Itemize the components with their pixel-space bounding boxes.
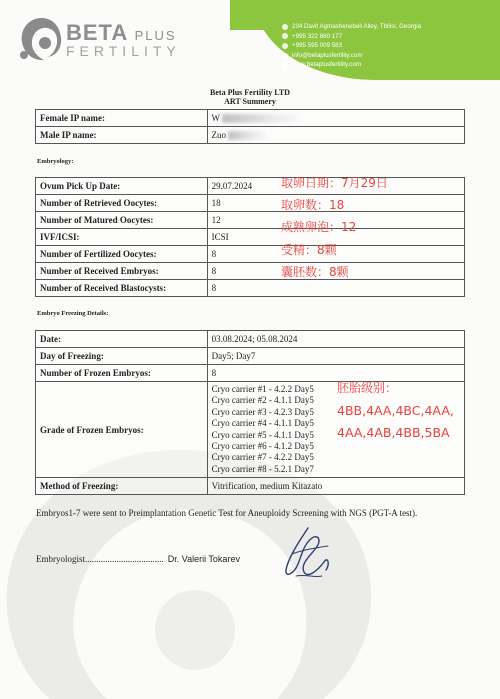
row-label: Number of Received Embryos: [36, 263, 208, 280]
list-item: Cryo carrier #4 - 4.1.1 Day5 [211, 418, 314, 429]
brand-plus: PLUS [134, 28, 177, 43]
website[interactable]: www.betaplusfertility.com [292, 61, 362, 69]
table-row [36, 280, 465, 297]
row-label: Ovum Pick Up Date: [36, 178, 208, 195]
date-label: Date: [36, 331, 208, 348]
row-label: Number of Fertilized Oocytes: [36, 246, 208, 263]
row-value: 18 [207, 195, 464, 212]
day-value: Day5; Day7 [207, 348, 464, 365]
male-name-value: Zuo [207, 127, 464, 144]
row-value: ICSI [207, 229, 464, 246]
table-row [36, 348, 465, 365]
annotation-embryos: 囊胚数：8颗 [281, 265, 349, 279]
table-row [36, 110, 465, 127]
email-icon [282, 53, 288, 59]
frozen-label: Number of Frozen Embryos: [36, 365, 208, 382]
pgt-note: Embryos1-7 were sent to Preimplantation Genetic Test for Aneuploidy Screening with NGS (PGT-A test). [36, 508, 418, 518]
phone-icon [282, 43, 288, 49]
address: 234 Davit Agmashenebeli Alley, Tbilisi, Georgia [292, 23, 422, 30]
document-subtitle: ART Summery [224, 97, 276, 106]
table-row [36, 263, 465, 280]
row-value: 8 [207, 246, 464, 263]
list-item: Cryo carrier #1 - 4.2.2 Day5 [211, 384, 314, 394]
redacted-blur [222, 114, 302, 123]
contact-block [282, 22, 421, 70]
annotation-matured: 成熟卵泡：12 [281, 220, 357, 234]
grade-label: Grade of Frozen Embryos: [36, 382, 208, 478]
row-label: Number of Matured Oocytes: [36, 212, 208, 229]
row-value: 8 [207, 263, 464, 280]
signature-dots: ................................... [85, 554, 164, 564]
method-value: Vitrification, medium Kitazato [207, 478, 464, 495]
frozen-value: 8 [207, 365, 464, 382]
list-item: Cryo carrier #3 - 4.2.3 Day5 [211, 406, 314, 417]
row-value: 29.07.2024 [207, 178, 464, 195]
row-label: Number of Received Blastocysts: [36, 280, 208, 297]
redacted-blur [228, 131, 268, 140]
annotation-opu-date: 取卵日期：7月29日 [281, 176, 388, 190]
table-row [36, 246, 465, 263]
table-row [36, 478, 465, 495]
email[interactable]: info@betaplusfertility.com [292, 51, 363, 59]
table-row [36, 195, 465, 212]
signature-label: Embryologist [36, 554, 85, 564]
list-item: Cryo carrier #5 - 4.1.1 Day5 [211, 429, 314, 440]
annotation-grade-line-2: 4AA,4AB,4BB,5BA [337, 425, 450, 440]
annotation-retrieved: 取卵数：18 [281, 198, 345, 212]
phone-icon [282, 33, 288, 39]
embryology-table [35, 177, 465, 297]
table-row [36, 127, 465, 144]
list-item: Cryo carrier #6 - 4.1.2 Day5 [211, 441, 314, 452]
table-row [36, 365, 465, 382]
list-item: Cryo carrier #2 - 4.1.1 Day5 [211, 395, 314, 406]
row-label: IVF/ICSI: [36, 229, 208, 246]
table-row [36, 178, 465, 195]
document-title: Beta Plus Fertility LTD [210, 88, 290, 97]
patient-table [35, 109, 465, 144]
beta-plus-logo-icon [16, 14, 62, 64]
embryologist-name: Dr. Valerii Tokarev [167, 554, 240, 564]
signature-line [36, 554, 240, 564]
list-item: Cryo carrier #8 - 5.2.1 Day7 [211, 463, 314, 474]
table-row [36, 229, 465, 246]
day-label: Day of Freezing: [36, 348, 208, 365]
annotation-grade-title: 胚胎级别： [337, 381, 398, 395]
list-item: Cryo carrier #7 - 4.2.2 Day5 [211, 452, 314, 463]
table-row [36, 331, 465, 348]
method-label: Method of Freezing: [36, 478, 208, 495]
brand-name [66, 20, 181, 59]
date-value: 03.08.2024; 05.08.2024 [207, 331, 464, 348]
table-row [36, 212, 465, 229]
brand-main: BETA [66, 20, 128, 45]
female-name-label: Female IP name: [36, 110, 208, 127]
section-embryology: Embryology: [37, 158, 74, 165]
globe-icon [282, 62, 288, 68]
row-label: Number of Retrieved Oocytes: [36, 195, 208, 212]
female-name-value: W [207, 110, 464, 127]
row-value: 8 [207, 280, 464, 297]
phone-1: +995 322 880 177 [292, 32, 343, 40]
location-icon [282, 24, 288, 30]
handwritten-signature [278, 524, 336, 584]
annotation-grade-line-1: 4BB,4AA,4BC,4AA, [337, 403, 454, 418]
phone-2: +995 595 009 583 [292, 42, 343, 50]
brand-sub: FERTILITY [66, 43, 181, 59]
annotation-fertilized: 受精：8颗 [281, 243, 337, 257]
section-freezing: Embryo Freezing Details: [37, 310, 109, 317]
male-name-label: Male IP name: [36, 127, 208, 144]
row-value: 12 [207, 212, 464, 229]
